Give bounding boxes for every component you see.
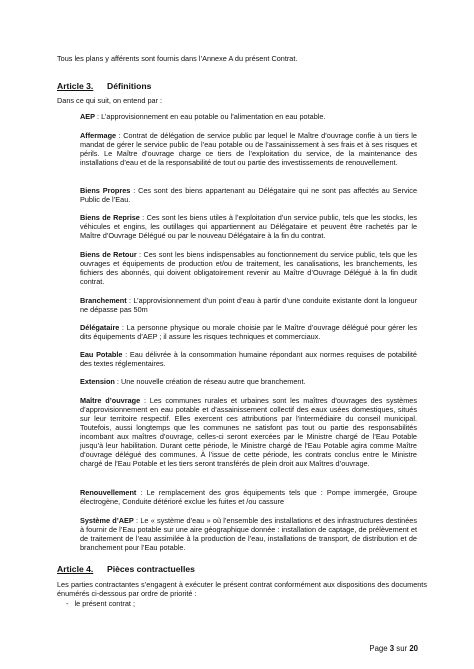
- definition-text: Le remplacement des gros équipements tels que : Pompe immergée, Groupe électrogène, Conduite détérioré exclue les fuites et /ou cassure: [80, 488, 417, 506]
- definition-term: Biens Propres: [80, 186, 131, 195]
- definition-term: Affermage: [80, 131, 117, 140]
- definition-biens-de-retour: Biens de Retour : Ces sont les biens indispensables au fonctionnement du service public, tels que les ouvrages et équipements de production et/ou de traitement, les canalisations, les branchements, les fichiers des abonnés, qui doivent obligatoirement revenir au Maître d’Ouvrage Délégué à la fin dudit contrat.: [80, 250, 417, 286]
- definition-affermage: Affermage : Contrat de délégation de service public par lequel le Maître d’ouvrage confie à un tiers le mandat de gérer le service public de l’eau potable ou de l’assainissement à ses frais et à ses risques et périls. Le Maître d’ouvrage charge ce tiers de l’exploitation du service, de la maintenance des installations d’eau et de la responsabilité de tout ou partie des investissements de renouvellement.: [80, 131, 417, 167]
- definition-delegataire: Délégataire : La personne physique ou morale choisie par le Maître d’ouvrage délégué pour gérer les dits équipements d’AEP ; il assure les risques techniques et commerciaux.: [80, 323, 417, 341]
- definition-text: Une nouvelle création de réseau autre que branchement.: [120, 377, 306, 386]
- article-4-title: Pièces contractuelles: [107, 564, 195, 574]
- definition-aep: AEP : L’approvisionnement en eau potable ou l’alimentation en eau potable.: [80, 112, 326, 121]
- definition-eau-potable: Eau Potable : Eau délivrée à la consommation humaine répondant aux normes requises de potabilité des textes réglementaires.: [80, 350, 417, 368]
- definition-term: Maître d’ouvrage: [80, 396, 141, 405]
- definition-text: La personne physique ou morale choisie par le Maître d’ouvrage délégué pour gérer les dits équipements d’AEP ; il assure les risques techniques et commerciaux.: [80, 323, 417, 341]
- article-3-number: Article 3.: [57, 81, 94, 91]
- definition-term: Biens de Reprise: [80, 213, 140, 222]
- definition-term: Extension: [80, 377, 115, 386]
- definition-biens-de-reprise: Biens de Reprise : Ces sont les biens utiles à l’exploitation d’un service public, tels que les stocks, les véhicules et engins, les outillages qui appartiennent au Délégataire et peuvent être rachetés par le Maître d’Ouvrage Délégué ou par le nouveau Délégataire à la fin du contrat.: [80, 213, 417, 240]
- definition-text: Les communes rurales et urbaines sont les maîtres d'ouvrages des systèmes d’approvisionnement en eau potable et d’assainissement collectif des eaux usées domestiques, situés sur leur territoire respectif. Elles exercent ces attributions par l’intermédiaire du conseil municipal. Toutefois, aussi longtemps que les communes ne satisfont pas tout ou partie des responsabilités incombant aux maîtres d’ouvrage, celles-ci seront exercées par le Ministre chargé de l’Eau Potable jusqu’à leur habilitation. Durant cette période, le Ministre chargé de l’Eau Potable agira comme Maître d’ouvrage délégué des communes. À l’issue de cette période, les contrats conclus entre le Ministre chargé de l’Eau Potable et les tiers seront transférés de plein droit aux Maîtres d’ouvrage.: [80, 396, 417, 468]
- intro-paragraph: Tous les plans y afférents sont fournis dans l’Annexe A du présent Contrat.: [57, 54, 298, 63]
- definition-maitre-ouvrage: Maître d’ouvrage : Les communes rurales et urbaines sont les maîtres d'ouvrages des systèmes d’approvisionnement en eau potable et d’assainissement collectif des eaux usées domestiques, situés sur leur territoire respectif. Elles exercent ces attributions par l’intermédiaire du conseil municipal. Toutefois, aussi longtemps que les communes ne satisfont pas tout ou partie des responsabilités incombant aux maîtres d’ouvrage, celles-ci seront exercées par le Ministre chargé de l’Eau Potable jusqu’à leur habilitation. Durant cette période, le Ministre chargé de l’Eau Potable agira comme Maître d’ouvrage délégué des communes. À l’issue de cette période, les contrats conclus entre le Ministre chargé de l’Eau Potable et les tiers seront transférés de plein droit aux Maîtres d’ouvrage.: [80, 396, 417, 468]
- definition-systeme-aep: Système d’AEP : Le « système d’eau » où l’ensemble des installations et des infrastructures destinées à fournir de l’Eau potable sur une aire géographique donnée : installation de captage, de prélèvement et de traitement de l’eau assimilée à la production de l’eau, installations de transport, de distribution et de branchement pour l’Eau potable.: [80, 516, 417, 552]
- definition-term: AEP: [80, 112, 96, 121]
- definition-branchement: Branchement : L’approvisionnement d’un point d’eau à partir d’une conduite existante dont la longueur ne dépasse pas 50m: [80, 296, 417, 314]
- definition-extension: Extension : Une nouvelle création de réseau autre que branchement.: [80, 377, 306, 386]
- article-4-lead: Les parties contractantes s’engagent à exécuter le présent contrat conformément aux dispositions des documents énumérés ci-dessous par ordre de priorité :: [57, 580, 427, 598]
- definition-text: Ces sont les biens indispensables au fonctionnement du service public, tels que les ouvrages et équipements de production et/ou de traitement, les canalisations, les branchements, les fichiers des abonnés, qui doivent obligatoirement revenir au Maître d’Ouvrage Délégué à la fin dudit contrat.: [80, 250, 417, 286]
- definition-term: Délégataire: [80, 323, 120, 332]
- definition-text: Le « système d’eau » où l’ensemble des installations et des infrastructures destinées à fournir de l’Eau potable sur une aire géographique donnée : installation de captage, de prélèvement et de traitement de l’eau assimilée à la production de l’eau, installations de transport, de distribution et de branchement pour l’Eau potable.: [80, 516, 417, 552]
- definition-text: Ces sont des biens appartenant au Délégataire qui ne sont pas affectés au Service Public de l’Eau.: [80, 186, 417, 204]
- bullet-marker: -: [66, 599, 69, 608]
- bullet-text: le présent contrat ;: [74, 599, 135, 608]
- definition-term: Système d’AEP: [80, 516, 134, 525]
- definition-text: L’approvisionnement en eau potable ou l’alimentation en eau potable.: [101, 112, 326, 121]
- definition-term: Branchement: [80, 296, 127, 305]
- definition-text: L’approvisionnement d’un point d’eau à partir d’une conduite existante dont la longueur ne dépasse pas 50m: [80, 296, 417, 314]
- definition-term: Eau Potable: [80, 350, 123, 359]
- definition-term: Biens de Retour: [80, 250, 137, 259]
- article-3-heading: [57, 82, 151, 91]
- definition-text: Ces sont les biens utiles à l’exploitation d’un service public, tels que les stocks, les véhicules et engins, les outillages qui appartiennent au Délégataire et peuvent être rachetés par le Maître d’Ouvrage Délégué ou par le nouveau Délégataire à la fin du contrat.: [80, 213, 417, 240]
- definition-term: Renouvellement: [80, 488, 137, 497]
- article-4-number: Article 4.: [57, 564, 94, 574]
- definition-biens-propres: Biens Propres : Ces sont des biens appartenant au Délégataire qui ne sont pas affectés au Service Public de l’Eau.: [80, 186, 417, 204]
- article-3-lead: Dans ce qui suit, on entend par :: [57, 96, 163, 105]
- article-4-heading: [57, 565, 195, 574]
- definition-text: Eau délivrée à la consommation humaine répondant aux normes requises de potabilité des textes réglementaires.: [80, 350, 417, 368]
- definition-renouvellement: Renouvellement : Le remplacement des gros équipements tels que : Pompe immergée, Groupe électrogène, Conduite détérioré exclue les fuites et /ou cassure: [80, 488, 417, 506]
- page-number: Page 3 sur 20: [369, 644, 418, 653]
- list-item: [66, 599, 135, 608]
- definition-text: Contrat de délégation de service public par lequel le Maître d’ouvrage confie à un tiers le mandat de gérer le service public de l’eau potable ou de l’assainissement à ses frais et à ses risques et périls. Le Maître d’ouvrage charge ce tiers de l’exploitation du service, de la maintenance des installations d’eau et de la responsabilité de tout ou partie des investissements de renouvellement.: [80, 131, 417, 167]
- article-3-title: Définitions: [107, 81, 152, 91]
